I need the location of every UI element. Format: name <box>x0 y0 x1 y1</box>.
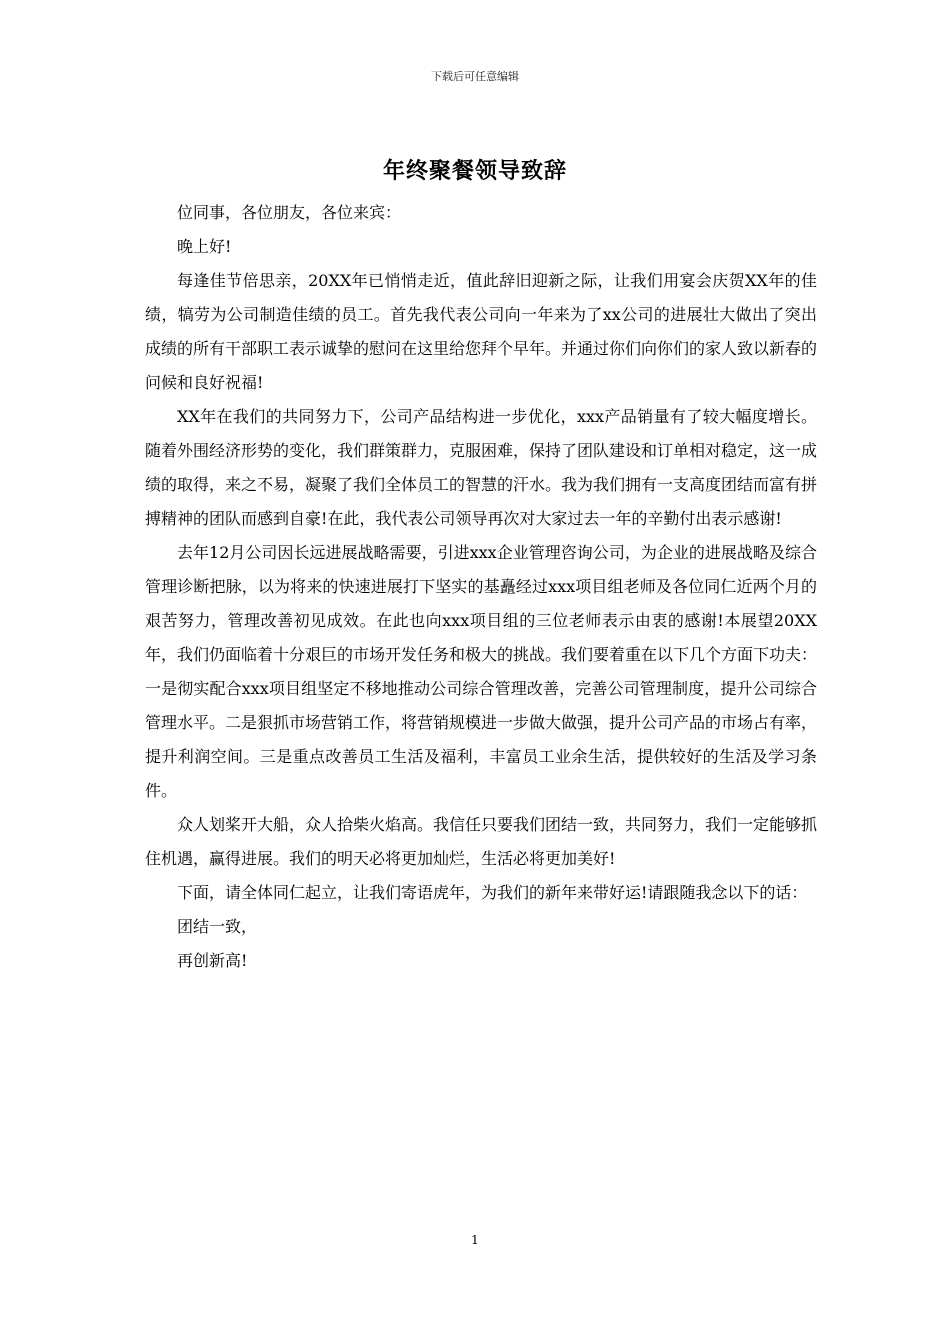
document-body <box>145 196 817 978</box>
page-number: 1 <box>471 1233 479 1247</box>
document-title: 年终聚餐领导致辞 <box>382 158 567 184</box>
paragraph-achievements: XX年在我们的共同努力下，公司产品结构进一步优化，xxx产品销量有了较大幅度增长。随着外围经济形势的变化，我们群策群力，克服困难，保持了团队建设和订单相对稳定，这一成绩的取得，来之不易，凝聚了我们全体员工的智慧的汗水。我为我们拥有一支高度团结而富有拼搏精神的团队而感到自豪!在此，我代表公司领导再次对大家过去一年的辛勤付出表示感谢! <box>145 407 818 528</box>
paragraph-management: 去年12月公司因长远进展战略需要，引进xxx企业管理咨询公司，为企业的进展战略及综合管理诊断把脉，以为将来的快速进展打下坚实的基矗经过xxx项目组老师及各位同仁近两个月的艰苦努力，管理改善初见成效。在此也向xxx项目组的三位老师表示由衷的感谢!本展望20XX年，我们仍面临着十分艰巨的市场开发任务和极大的挑战。我们要着重在以下几个方面下功夫：一是彻实配合xxx项目组坚定不移地推动公司综合管理改善，完善公司管理制度，提升公司综合管理水平。二是狠抓市场营销工作，将营销规模进一步做大做强，提升公司产品的市场占有率，提升利润空间。三是重点改善员工生活及福利，丰富员工业余生活，提供较好的生活及学习条件。 <box>145 543 818 800</box>
paragraph-toast-line-1: 团结一致， <box>177 917 258 936</box>
paragraph-new-year: 每逢佳节倍思亲，20XX年已悄悄走近，值此辞旧迎新之际，让我们用宴会庆贺XX年的佳绩，犒劳为公司制造佳绩的员工。首先我代表公司向一年来为了xx公司的进展壮大做出了突出成绩的所有干部职工表示诚挚的慰问在这里给您拜个早年。并通过你们向你们的家人致以新春的问候和良好祝福! <box>145 271 818 392</box>
header-note: 下载后可任意编辑 <box>431 70 519 83</box>
paragraph-toast-intro: 下面，请全体同仁起立，让我们寄语虎年，为我们的新年来带好运!请跟随我念以下的话： <box>177 883 808 902</box>
paragraph-toast-line-2: 再创新高! <box>177 951 248 970</box>
paragraph-good-evening: 晚上好! <box>177 237 232 256</box>
paragraph-greeting: 位同事，各位朋友，各位来宾： <box>177 203 402 222</box>
paragraph-teamwork: 众人划桨开大船，众人拾柴火焰高。我信任只要我们团结一致，共同努力，我们一定能够抓住机遇，赢得进展。我们的明天必将更加灿烂，生活必将更加美好! <box>145 815 818 868</box>
